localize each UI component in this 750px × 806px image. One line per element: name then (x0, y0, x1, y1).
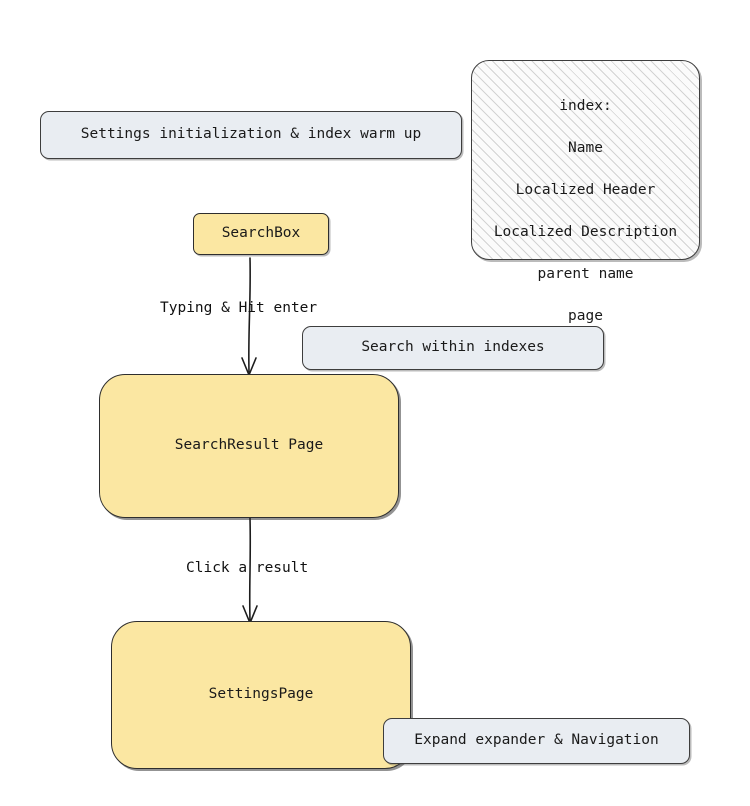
node-index-schema[interactable] (471, 60, 700, 325)
node-expand-expander-navigation-label: Expand expander & Navigation (414, 732, 659, 749)
node-settings-initialization[interactable] (40, 111, 462, 159)
node-settings-initialization-label: Settings initialization & index warm up (80, 126, 422, 143)
node-search-within-indexes-label: Search within indexes (361, 339, 545, 356)
index-line-page: page (568, 308, 603, 325)
index-line-localized-header: Localized Header (515, 182, 656, 199)
edge-label-typing-hit-enter: Typing & Hit enter (160, 300, 318, 316)
node-search-within-indexes[interactable] (302, 326, 604, 370)
index-line-parent-name: parent name (537, 266, 634, 283)
node-search-box[interactable] (193, 213, 329, 255)
node-expand-expander-navigation[interactable] (383, 718, 690, 764)
index-line-title: index: (559, 98, 612, 115)
node-search-box-label: SearchBox (221, 225, 301, 242)
node-search-result-page[interactable] (99, 374, 399, 518)
index-line-name: Name (568, 140, 603, 157)
node-search-result-page-label: SearchResult Page (174, 437, 324, 454)
node-settings-page[interactable] (111, 621, 411, 769)
edge-label-click-a-result: Click a result (186, 560, 309, 576)
index-line-localized-description: Localized Description (493, 224, 678, 241)
node-settings-page-label: SettingsPage (208, 686, 314, 703)
